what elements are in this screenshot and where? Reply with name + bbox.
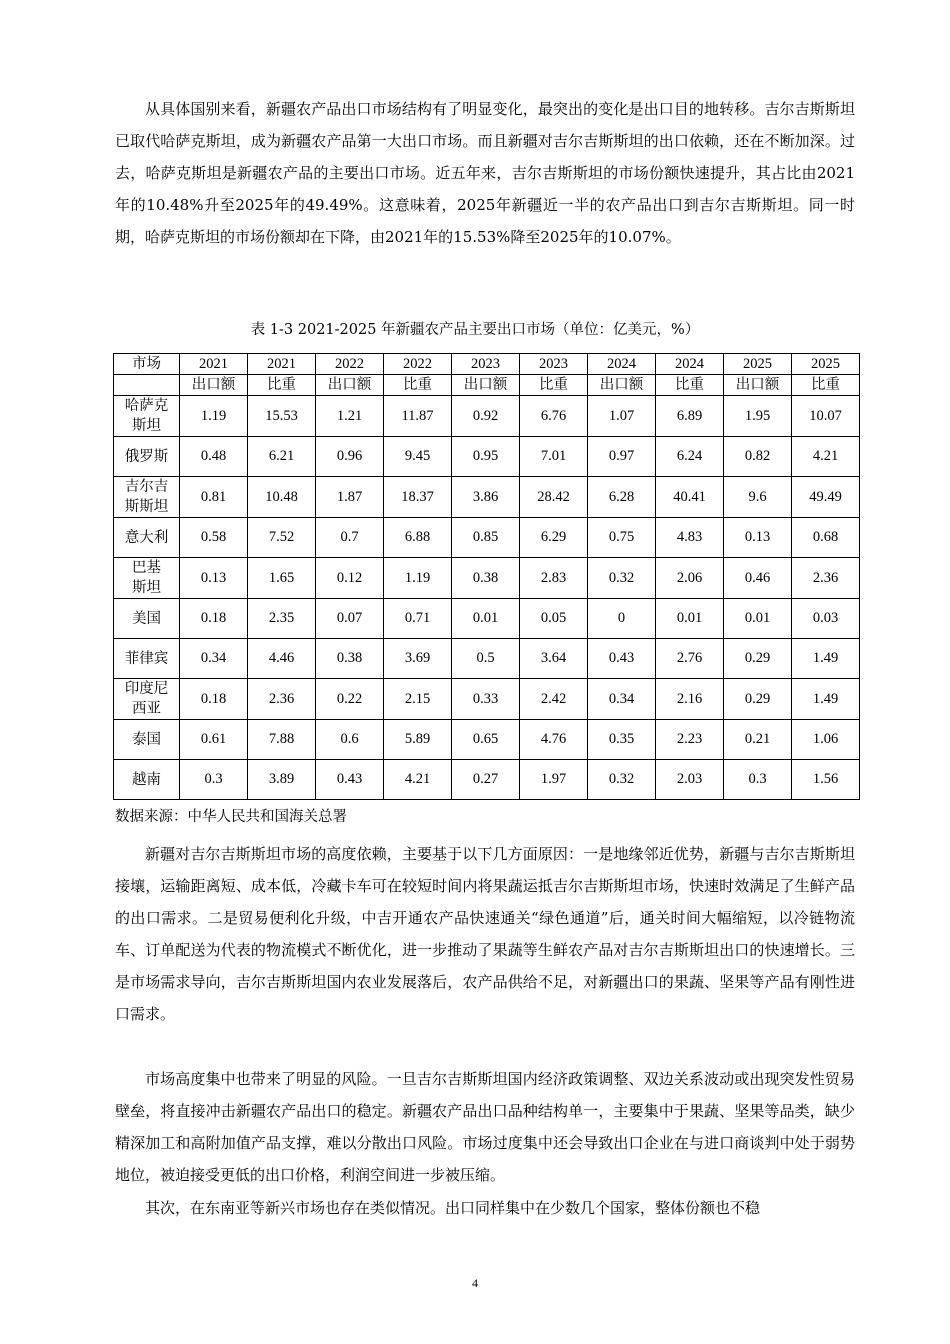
metric-header-cell: 出口额 xyxy=(588,375,656,396)
table-row xyxy=(114,518,860,558)
page-number: 4 xyxy=(472,1276,478,1290)
export-value-cell: 0.13 xyxy=(724,518,792,558)
market-name-cell xyxy=(114,518,180,558)
table-header xyxy=(114,354,860,396)
share-value-cell: 4.21 xyxy=(792,437,860,477)
share-value-cell: 2.36 xyxy=(248,679,316,720)
market-name-cell xyxy=(114,599,180,639)
market-name-line: 斯坦 xyxy=(132,580,161,596)
export-value-cell: 0.32 xyxy=(588,760,656,800)
year-header-cell: 2024 xyxy=(656,354,724,375)
export-value-cell: 0.34 xyxy=(588,679,656,720)
share-value-cell: 3.89 xyxy=(248,760,316,800)
share-value-cell: 7.01 xyxy=(520,437,588,477)
share-value-cell: 40.41 xyxy=(656,477,724,518)
share-value-cell: 49.49 xyxy=(792,477,860,518)
table-row xyxy=(114,396,860,437)
share-value-cell: 4.21 xyxy=(384,760,452,800)
export-value-cell: 0.38 xyxy=(452,558,520,599)
export-value-cell: 0.22 xyxy=(316,679,384,720)
share-value-cell: 18.37 xyxy=(384,477,452,518)
share-value-cell: 11.87 xyxy=(384,396,452,437)
table-row xyxy=(114,639,860,679)
export-value-cell: 0.46 xyxy=(724,558,792,599)
share-value-cell: 10.07 xyxy=(792,396,860,437)
market-name-line: 菲律宾 xyxy=(124,650,169,667)
share-value-cell: 3.64 xyxy=(520,639,588,679)
export-value-cell: 0.7 xyxy=(316,518,384,558)
export-value-cell: 1.87 xyxy=(316,477,384,518)
market-name-line: 巴基 xyxy=(132,560,161,576)
market-name-line: 西亚 xyxy=(132,701,161,717)
export-value-cell: 0.18 xyxy=(180,679,248,720)
share-value-cell: 28.42 xyxy=(520,477,588,518)
share-value-cell: 6.88 xyxy=(384,518,452,558)
share-value-cell: 7.88 xyxy=(248,720,316,760)
metric-header-cell: 比重 xyxy=(520,375,588,396)
metric-header-cell: 出口额 xyxy=(724,375,792,396)
export-value-cell: 0.3 xyxy=(180,760,248,800)
market-name-line: 泰国 xyxy=(132,731,161,748)
table-row xyxy=(114,760,860,800)
share-value-cell: 2.03 xyxy=(656,760,724,800)
data-source-note: 数据来源：中华人民共和国海关总署 xyxy=(115,809,347,825)
export-value-cell: 0.29 xyxy=(724,679,792,720)
share-value-cell: 4.46 xyxy=(248,639,316,679)
paragraph-market-shift: 从具体国别来看，新疆农产品出口市场结构有了明显变化，最突出的变化是出口目的地转移。吉尔吉斯斯坦已取代哈萨克斯坦，成为新疆农产品第一大出口市场。而且新疆对吉尔吉斯斯坦的出口依赖，还在不断加深。过去，哈萨克斯坦是新疆农产品的主要出口市场。近五年来，吉尔吉斯斯坦的市场份额快速提升，其占比由2021年的10.48%升至2025年的49.49%。这意味着，2025年新疆近一半的农产品出口到吉尔吉斯斯坦。同一时期，哈萨克斯坦的市场份额却在下降，由2021年的15.53%降至2025年的10.07%。 xyxy=(115,100,855,246)
export-value-cell: 0.75 xyxy=(588,518,656,558)
export-value-cell: 0.85 xyxy=(452,518,520,558)
export-value-cell: 0.27 xyxy=(452,760,520,800)
share-value-cell: 6.24 xyxy=(656,437,724,477)
export-value-cell: 0.34 xyxy=(180,639,248,679)
export-value-cell: 0.21 xyxy=(724,720,792,760)
year-header-cell: 2022 xyxy=(316,354,384,375)
export-value-cell: 3.86 xyxy=(452,477,520,518)
year-header-cell: 2022 xyxy=(384,354,452,375)
export-value-cell: 0.48 xyxy=(180,437,248,477)
export-value-cell: 0.38 xyxy=(316,639,384,679)
export-value-cell: 0.92 xyxy=(452,396,520,437)
year-header-cell: 2023 xyxy=(452,354,520,375)
market-name-cell xyxy=(114,477,180,518)
market-name-line: 印度尼 xyxy=(124,681,169,697)
year-header-cell: 2021 xyxy=(180,354,248,375)
export-value-cell: 0.43 xyxy=(316,760,384,800)
metric-header-cell: 出口额 xyxy=(316,375,384,396)
share-value-cell: 0.01 xyxy=(656,599,724,639)
share-value-cell: 6.29 xyxy=(520,518,588,558)
market-name-line: 意大利 xyxy=(124,529,169,546)
export-value-cell: 0.97 xyxy=(588,437,656,477)
export-value-cell: 0.13 xyxy=(180,558,248,599)
export-value-cell: 1.19 xyxy=(180,396,248,437)
share-value-cell: 6.76 xyxy=(520,396,588,437)
share-value-cell: 5.89 xyxy=(384,720,452,760)
share-value-cell: 0.03 xyxy=(792,599,860,639)
market-name-cell xyxy=(114,639,180,679)
metric-header-row xyxy=(114,375,860,396)
table-row xyxy=(114,437,860,477)
share-value-cell: 4.83 xyxy=(656,518,724,558)
export-value-cell: 0.18 xyxy=(180,599,248,639)
share-value-cell: 2.35 xyxy=(248,599,316,639)
export-value-cell: 0.12 xyxy=(316,558,384,599)
export-value-cell: 1.07 xyxy=(588,396,656,437)
export-value-cell: 0.3 xyxy=(724,760,792,800)
share-value-cell: 7.52 xyxy=(248,518,316,558)
share-value-cell: 0.71 xyxy=(384,599,452,639)
share-value-cell: 0.68 xyxy=(792,518,860,558)
table-row xyxy=(114,558,860,599)
paragraph-southeast-asia: 其次，在东南亚等新兴市场也存在类似情况。出口同样集中在少数几个国家，整体份额也不稳 xyxy=(145,1199,761,1217)
export-value-cell: 0.96 xyxy=(316,437,384,477)
share-value-cell: 2.15 xyxy=(384,679,452,720)
export-value-cell: 1.95 xyxy=(724,396,792,437)
paragraph-dependency-reasons: 新疆对吉尔吉斯斯坦市场的高度依赖，主要基于以下几方面原因：一是地缘邻近优势，新疆与吉尔吉斯斯坦接壤，运输距离短、成本低，冷藏卡车可在较短时间内将果蔬运抵吉尔吉斯斯坦市场，快速时效满足了生鲜产品的出口需求。二是贸易便利化升级，中吉开通农产品快速通关“绿色通道”后，通关时间大幅缩短，以冷链物流车、订单配送为代表的物流模式不断优化，进一步推动了果蔬等生鲜农产品对吉尔吉斯斯坦出口的快速增长。三是市场需求导向，吉尔吉斯斯坦国内农业发展落后，农产品供给不足，对新疆出口的果蔬、坚果等产品有刚性进口需求。 xyxy=(115,845,855,1023)
share-value-cell: 0.05 xyxy=(520,599,588,639)
table-caption: 表 1-3 2021-2025 年新疆农产品主要出口市场（单位：亿美元，%） xyxy=(250,322,700,338)
export-value-cell: 0.5 xyxy=(452,639,520,679)
export-value-cell: 0 xyxy=(588,599,656,639)
share-value-cell: 6.89 xyxy=(656,396,724,437)
year-header-cell: 2023 xyxy=(520,354,588,375)
share-value-cell: 1.19 xyxy=(384,558,452,599)
year-header-cell: 2025 xyxy=(792,354,860,375)
export-value-cell: 0.01 xyxy=(452,599,520,639)
share-value-cell: 1.49 xyxy=(792,639,860,679)
market-column-header-blank xyxy=(114,375,180,396)
metric-header-cell: 出口额 xyxy=(452,375,520,396)
market-column-header: 市场 xyxy=(114,354,180,375)
export-value-cell: 0.82 xyxy=(724,437,792,477)
share-value-cell: 2.16 xyxy=(656,679,724,720)
share-value-cell: 1.97 xyxy=(520,760,588,800)
market-name-line: 越南 xyxy=(132,771,161,788)
export-value-cell: 9.6 xyxy=(724,477,792,518)
share-value-cell: 2.83 xyxy=(520,558,588,599)
year-header-row xyxy=(114,354,860,375)
share-value-cell: 4.76 xyxy=(520,720,588,760)
share-value-cell: 10.48 xyxy=(248,477,316,518)
export-value-cell: 0.07 xyxy=(316,599,384,639)
export-value-cell: 0.43 xyxy=(588,639,656,679)
table-row xyxy=(114,599,860,639)
market-name-line: 吉尔吉 xyxy=(124,479,169,495)
share-value-cell: 1.49 xyxy=(792,679,860,720)
table-row xyxy=(114,720,860,760)
market-name-cell xyxy=(114,679,180,720)
share-value-cell: 1.56 xyxy=(792,760,860,800)
export-value-cell: 0.29 xyxy=(724,639,792,679)
export-value-cell: 0.81 xyxy=(180,477,248,518)
metric-header-cell: 比重 xyxy=(792,375,860,396)
table-row xyxy=(114,679,860,720)
metric-header-cell: 比重 xyxy=(656,375,724,396)
market-name-cell xyxy=(114,720,180,760)
share-value-cell: 1.65 xyxy=(248,558,316,599)
metric-header-cell: 比重 xyxy=(248,375,316,396)
table-row xyxy=(114,477,860,518)
table-body xyxy=(114,396,860,800)
market-name-line: 斯斯坦 xyxy=(124,499,169,515)
export-value-cell: 0.35 xyxy=(588,720,656,760)
share-value-cell: 3.69 xyxy=(384,639,452,679)
market-name-cell xyxy=(114,558,180,599)
share-value-cell: 1.06 xyxy=(792,720,860,760)
year-header-cell: 2021 xyxy=(248,354,316,375)
share-value-cell: 9.45 xyxy=(384,437,452,477)
share-value-cell: 15.53 xyxy=(248,396,316,437)
share-value-cell: 2.06 xyxy=(656,558,724,599)
export-value-cell: 0.65 xyxy=(452,720,520,760)
market-name-cell xyxy=(114,437,180,477)
export-value-cell: 0.33 xyxy=(452,679,520,720)
market-name-line: 斯坦 xyxy=(132,418,161,434)
export-value-cell: 6.28 xyxy=(588,477,656,518)
share-value-cell: 2.36 xyxy=(792,558,860,599)
market-name-cell xyxy=(114,760,180,800)
metric-header-cell: 比重 xyxy=(384,375,452,396)
share-value-cell: 2.76 xyxy=(656,639,724,679)
market-name-cell xyxy=(114,396,180,437)
market-name-line: 美国 xyxy=(132,610,161,627)
export-value-cell: 1.21 xyxy=(316,396,384,437)
export-value-cell: 0.01 xyxy=(724,599,792,639)
export-value-cell: 0.95 xyxy=(452,437,520,477)
year-header-cell: 2025 xyxy=(724,354,792,375)
year-header-cell: 2024 xyxy=(588,354,656,375)
metric-header-cell: 出口额 xyxy=(180,375,248,396)
market-name-line: 俄罗斯 xyxy=(124,448,169,465)
paragraph-concentration-risk: 市场高度集中也带来了明显的风险。一旦吉尔吉斯斯坦国内经济政策调整、双边关系波动或出现突发性贸易壁垒，将直接冲击新疆农产品出口的稳定。新疆农产品出口品种结构单一，主要集中于果蔬、坚果等品类，缺少精深加工和高附加值产品支撑，难以分散出口风险。市场过度集中还会导致出口企业在与进口商谈判中处于弱势地位，被迫接受更低的出口价格，利润空间进一步被压缩。 xyxy=(115,1070,855,1184)
share-value-cell: 2.23 xyxy=(656,720,724,760)
export-value-cell: 0.32 xyxy=(588,558,656,599)
market-name-line: 哈萨克 xyxy=(124,398,169,414)
export-value-cell: 0.6 xyxy=(316,720,384,760)
share-value-cell: 2.42 xyxy=(520,679,588,720)
export-markets-table xyxy=(113,353,860,800)
share-value-cell: 6.21 xyxy=(248,437,316,477)
export-value-cell: 0.61 xyxy=(180,720,248,760)
export-value-cell: 0.58 xyxy=(180,518,248,558)
